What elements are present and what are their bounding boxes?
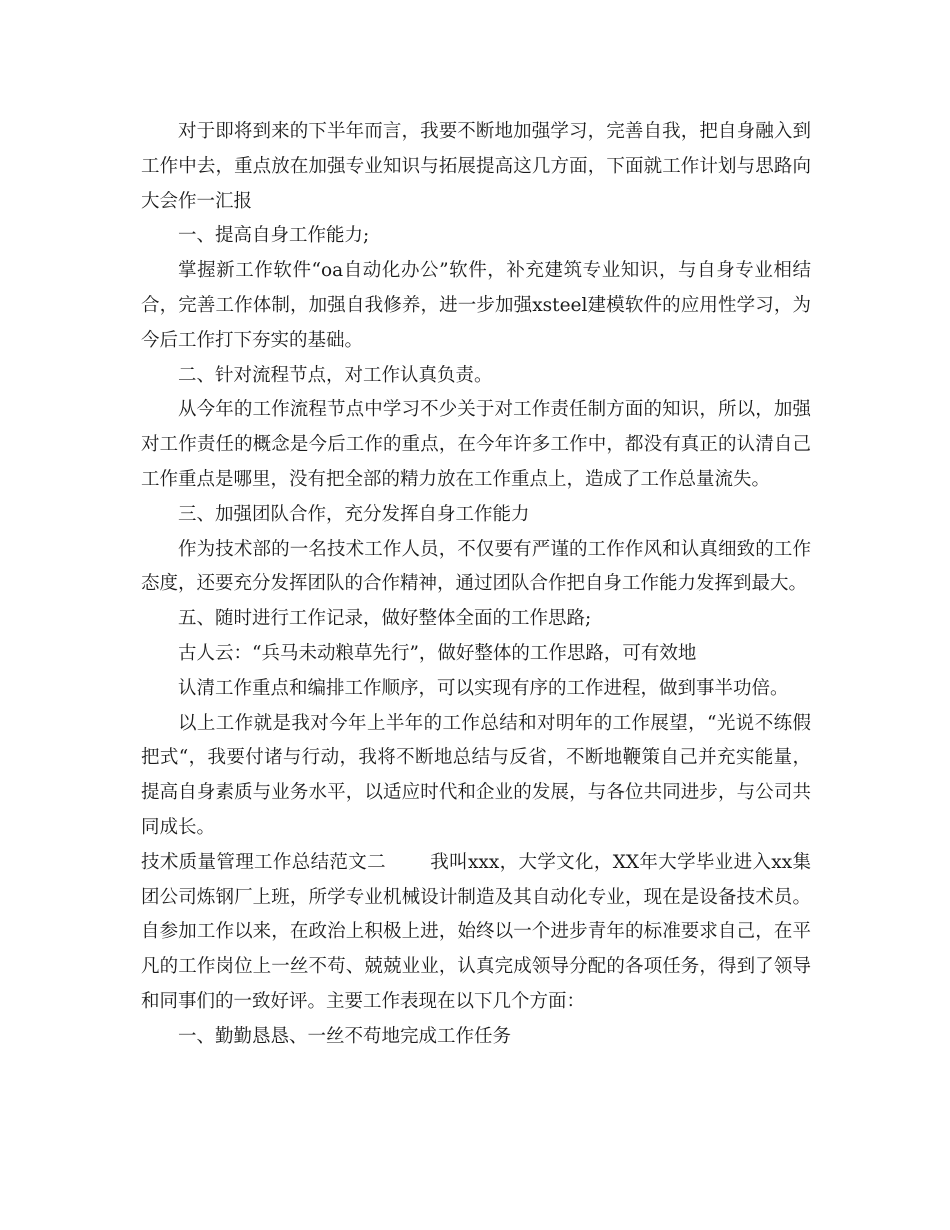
paragraph-teamwork: 作为技术部的一名技术工作人员，不仅要有严谨的工作作风和认真细致的工作态度，还要充分发挥团队的合作精神，通过团队合作把自身工作能力发挥到最大。 xyxy=(141,538,811,595)
paragraph-ancient-saying: 古人云：“兵马未动粮草先行”，做好整体的工作思路，可有效地 xyxy=(178,642,697,664)
paragraph-software: 掌握新工作软件“oa自动化办公”软件，补充建筑专业知识，与自身专业相结合，完善工作体制，加强自我修养，进一步加强xsteel建模软件的应用性学习，为今后工作打下夯实的基础。 xyxy=(141,260,811,351)
section-two xyxy=(141,846,811,1020)
heading-improve-ability: 一、提高自身工作能力; xyxy=(178,225,370,247)
paragraph-responsibility: 从今年的工作流程节点中学习不少关于对工作责任制方面的知识，所以，加强对工作责任的概念是今后工作的重点，在今年许多工作中，都没有真正的认清自己工作重点是哪里，没有把全部的精力放在工作重点上，造成了工作总量流失。 xyxy=(141,399,811,490)
section-body: 我叫xxx，大学文化，XX年大学毕业进入xx集团公司炼钢厂上班，所学专业机械设计制造及其自动化专业，现在是设备技术员。自参加工作以来，在政治上积极上进，始终以一个进步青年的标准要求自己，在平凡的工作岗位上一丝不苟、兢兢业业，认真完成领导分配的各项任务，得到了领导和同事们的一致好评。主要工作表现在以下几个方面： xyxy=(141,851,811,1012)
paragraph-summary: 以上工作就是我对今年上半年的工作总结和对明年的工作展望，“光说不练假把式“，我要付诸与行动，我将不断地总结与反省，不断地鞭策自己并充实能量，提高自身素质与业务水平，以适应时代和企业的发展，与各位共同进步，与公司共同成长。 xyxy=(141,712,811,838)
heading-diligent: 一、勤勤恳恳、一丝不苟地完成工作任务 xyxy=(178,1025,512,1047)
paragraph-intro: 对于即将到来的下半年而言，我要不断地加强学习，完善自我，把自身融入到工作中去，重点放在加强专业知识与拓展提高这几方面，下面就工作计划与思路向大会作一汇报 xyxy=(141,121,811,212)
heading-work-records: 五、随时进行工作记录，做好整体全面的工作思路; xyxy=(178,608,592,630)
heading-process-nodes: 二、针对流程节点，对工作认真负责。 xyxy=(178,364,493,386)
heading-teamwork: 三、加强团队合作，充分发挥自身工作能力 xyxy=(178,503,530,525)
paragraph-work-order: 认清工作重点和编排工作顺序，可以实现有序的工作进程，做到事半功倍。 xyxy=(178,677,789,699)
section-heading: 技术质量管理工作总结范文二 xyxy=(141,851,386,873)
document-body xyxy=(141,115,811,1055)
